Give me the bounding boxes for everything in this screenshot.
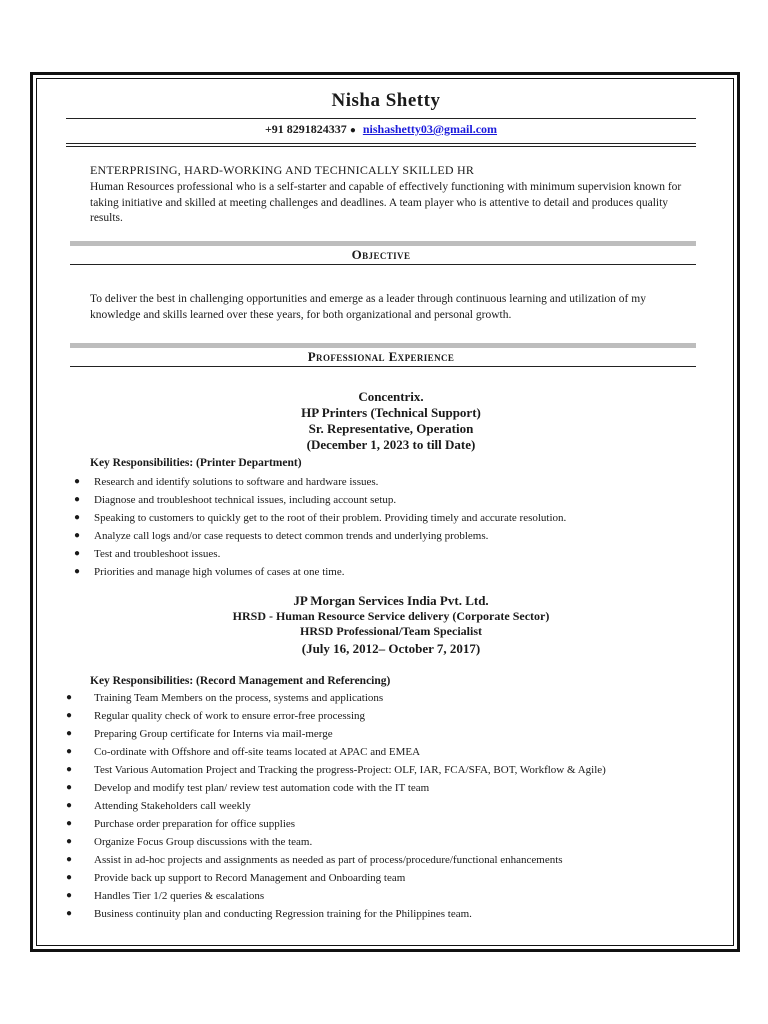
header-rule-bottom [66, 143, 696, 147]
summary-headline: ENTERPRISING, HARD-WORKING AND TECHNICALLY SKILLED HR [90, 163, 475, 177]
list-item [66, 545, 696, 563]
bullet-icon: ● [66, 727, 73, 739]
bullet-icon: ● [66, 817, 73, 829]
bullet-icon: ● [66, 709, 73, 721]
job-role: HRSD Professional/Team Specialist [299, 623, 482, 638]
summary-text: Human Resources professional who is a self-starter and capable of effectively functioning with minimum supervision known for taking initiative and skilled at meeting challenges and deadlines. A team player who is attentive to detail and produces quality results. [90, 181, 682, 224]
email-link[interactable]: nishashetty03@gmail.com [362, 122, 498, 136]
candidate-name: Nisha Shetty [331, 90, 441, 111]
job-department: HP Printers (Technical Support) [301, 404, 481, 420]
list-item [66, 887, 696, 905]
section-rule [70, 366, 696, 367]
list-item [66, 725, 696, 743]
list-item [66, 905, 696, 923]
resume-page [66, 90, 696, 923]
list-item [66, 797, 696, 815]
bullet-icon: ● [66, 781, 73, 793]
list-item [66, 851, 696, 869]
list-item-text: Preparing Group certificate for Interns via mail-merge [94, 727, 333, 740]
job-header [86, 389, 696, 453]
job-role: Sr. Representative, Operation [308, 420, 474, 436]
list-item [66, 689, 696, 707]
bullet-icon: ● [74, 475, 81, 487]
list-item [66, 491, 696, 509]
list-item-text: Co-ordinate with Offshore and off-site teams located at APAC and EMEA [94, 745, 421, 758]
bullet-icon: ● [74, 511, 81, 523]
list-item-text: Business continuity plan and conducting Regression training for the Philippines team. [94, 907, 472, 920]
list-item [66, 707, 696, 725]
list-item-text: Attending Stakeholders call weekly [94, 799, 251, 812]
list-item-text: Regular quality check of work to ensure error-free processing [94, 709, 366, 722]
experience-section [66, 343, 696, 367]
bullet-icon: ● [74, 565, 81, 577]
list-item-text: Develop and modify test plan/ review test automation code with the IT team [94, 781, 430, 794]
list-item-text: Speaking to customers to quickly get to the root of their problem. Providing timely and accurate resolution. [94, 511, 567, 524]
job-department: HRSD - Human Resource Service delivery (Corporate Sector) [232, 608, 550, 623]
objective-heading: Objective [351, 246, 411, 262]
list-item-text: Priorities and manage high volumes of cases at one time. [94, 565, 345, 578]
list-item-text: Test Various Automation Project and Tracking the progress-Project: OLF, IAR, FCA/SFA, BOT, Workflow & Agile) [94, 763, 606, 776]
list-item-text: Provide back up support to Record Management and Onboarding team [94, 871, 406, 884]
list-item-text: Research and identify solutions to software and hardware issues. [94, 475, 379, 488]
bullet-icon: ● [66, 835, 73, 847]
bullet-icon: ● [66, 889, 73, 901]
list-item [66, 815, 696, 833]
responsibilities-list [66, 473, 696, 581]
list-item [66, 779, 696, 797]
bullet-icon: ● [66, 871, 73, 883]
list-item-text: Diagnose and troubleshoot technical issues, including account setup. [94, 493, 397, 506]
responsibilities-list [66, 689, 696, 923]
list-item [66, 473, 696, 491]
list-item [66, 509, 696, 527]
list-item [66, 743, 696, 761]
list-item [66, 527, 696, 545]
contact-separator: ● [349, 125, 356, 136]
bullet-icon: ● [74, 493, 81, 505]
bullet-icon: ● [66, 763, 73, 775]
bullet-icon: ● [66, 853, 73, 865]
job-company: JP Morgan Services India Pvt. Ltd. [293, 592, 489, 608]
list-item-text: Test and troubleshoot issues. [94, 547, 221, 560]
responsibilities-title: Key Responsibilities: (Record Management and Referencing) [90, 674, 391, 687]
list-item-text: Analyze call logs and/or case requests to detect common trends and underlying problems. [94, 529, 489, 542]
bullet-icon: ● [66, 691, 73, 703]
bullet-icon: ● [66, 907, 73, 919]
bullet-icon: ● [74, 529, 81, 541]
header-rule-top [66, 118, 696, 119]
phone-number: +91 8291824337 [264, 122, 347, 136]
list-item [66, 761, 696, 779]
list-item-text: Handles Tier 1/2 queries & escalations [94, 889, 265, 902]
job-header [86, 593, 696, 657]
contact-line [66, 121, 696, 139]
bullet-icon: ● [74, 547, 81, 559]
experience-heading: Professional Experience [307, 348, 455, 364]
list-item-text: Purchase order preparation for office supplies [94, 817, 296, 830]
list-item-text: Training Team Members on the process, systems and applications [94, 691, 384, 704]
objective-section [66, 241, 696, 265]
list-item-text: Assist in ad-hoc projects and assignments as needed as part of process/procedure/functional enhancements [94, 853, 563, 866]
list-item-text: Organize Focus Group discussions with the team. [94, 835, 313, 848]
list-item [66, 563, 696, 581]
responsibilities-title: Key Responsibilities: (Printer Department) [90, 456, 302, 469]
section-rule [70, 264, 696, 265]
job-dates: (December 1, 2023 to till Date) [306, 436, 476, 452]
objective-text: To deliver the best in challenging opportunities and emerge as a leader through continuous learning and utilization of my knowledge and skills learned over these years, for both organizational and personal growth. [90, 292, 646, 321]
job-dates: (July 16, 2012– October 7, 2017) [301, 640, 481, 656]
bullet-icon: ● [66, 745, 73, 757]
job-company: Concentrix. [358, 388, 424, 404]
bullet-icon: ● [66, 799, 73, 811]
list-item [66, 869, 696, 887]
list-item [66, 833, 696, 851]
